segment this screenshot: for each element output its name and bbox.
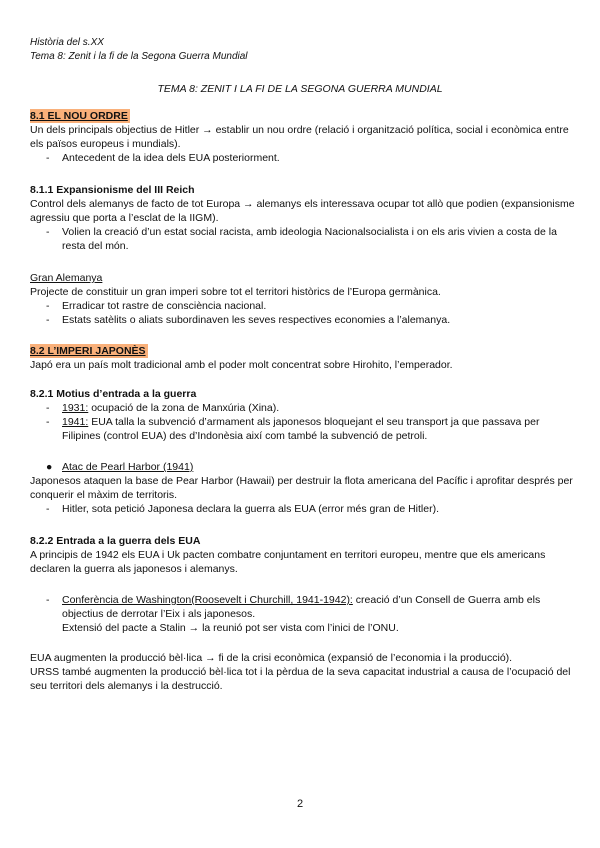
paragraph: URSS també augmenten la producció bèl·lica tot i la pèrdua de la seva capacitat industrial a causa de l’ocupació del seu territori dels alemanys i la destrucció. [30, 666, 571, 692]
subsection-heading: 8.2.1 Motius d’entrada a la guerra [30, 388, 197, 400]
paragraph: Projecte de constituir un gran imperi sobre tot el territori històrics de l’Europa germànica. [30, 286, 441, 298]
section-gran-alemanya [30, 271, 575, 327]
list-item: ● Atac de Pearl Harbor (1941) [46, 461, 194, 473]
subsection-heading: 8.2.2 Entrada a la guerra dels EUA [30, 535, 201, 547]
paragraph: Japonesos ataquen la base de Pear Harbor (Hawaii) per destruir la flota americana del Pacífic i aprofitar després per conquerir el màxim de territoris. [30, 475, 573, 501]
subsection-heading: Gran Alemanya [30, 272, 103, 284]
list-item: - 1931: ocupació de la zona de Manxúria (Xina). [46, 402, 280, 414]
header-course: Història del s.XX [30, 37, 104, 48]
closing-paragraphs [30, 651, 575, 693]
section-8-2-1 [30, 387, 575, 443]
section-pearl-harbor [30, 460, 575, 516]
section-heading: 8.1 EL NOU ORDRE [30, 110, 128, 122]
subsection-heading: 8.1.1 Expansionisme del III Reich [30, 184, 195, 196]
list-item: - Conferència de Washington(Roosevelt i Churchill, 1941-1942): creació d’un Consell de Guerra amb els objectius de derrotar l’Eix i als japonesos. [46, 594, 541, 620]
section-8-2 [30, 344, 575, 372]
list-item: - Hitler, sota petició Japonesa declara la guerra als EUA (error més gran de Hitler). [46, 503, 440, 515]
paragraph: A principis de 1942 els EUA i Uk pacten combatre conjuntament en territori europeu, mentre que els americans declaren la guerra als japonesos i alemanys. [30, 549, 546, 575]
paragraph: Control dels alemanys de facto de tot Europa → alemanys els interessava ocupar tot allò que podien (expansionisme agressiu que porta a l’esclat de la IIGM). [30, 198, 575, 224]
page-title: TEMA 8: ZENIT I LA FI DE LA SEGONA GUERRA MUNDIAL [157, 83, 443, 95]
section-heading: 8.2 L’IMPERI JAPONÈS [30, 345, 146, 357]
list-item: - 1941: EUA talla la subvenció d’armament als japonesos bloquejant el seu transport ja que passava per Filipines (control EUA) des d’Indonèsia així com també la subvenció de petroli. [46, 416, 540, 442]
paragraph: EUA augmenten la producció bèl·lica → fi de la crisi econòmica (expansió de l’economia i la producció). [30, 652, 513, 664]
list-item: - Antecedent de la idea dels EUA posteriorment. [46, 152, 280, 164]
paragraph: Un dels principals objectius de Hitler → establir un nou ordre (relació i organització política, social i econòmica entre els països europeus i mundials). [30, 124, 569, 150]
list-item: - Erradicar tot rastre de consciència nacional. [46, 300, 267, 312]
washington-item [30, 593, 575, 635]
header-topic: Tema 8: Zenit i la fi de la Segona Guerra Mundial [30, 51, 248, 62]
list-item: - Volien la creació d’un estat social racista, amb ideologia Nacionalsocialista i on els aris vivien a costa de la resta del món. [46, 226, 557, 252]
page-number: 2 [296, 798, 304, 810]
list-item-continuation: Extensió del pacte a Stalin → la reunió pot ser vista com l’inici de l’ONU. [62, 622, 399, 634]
paragraph: Japó era un país molt tradicional amb el poder molt concentrat sobre Hirohito, l’emperador. [30, 359, 453, 371]
list-item: - Estats satèlits o aliats subordinaven les seves respectives economies a l’alemanya. [46, 314, 451, 326]
section-8-2-2 [30, 534, 575, 576]
section-8-1-1 [30, 183, 575, 253]
section-8-1 [30, 109, 575, 165]
